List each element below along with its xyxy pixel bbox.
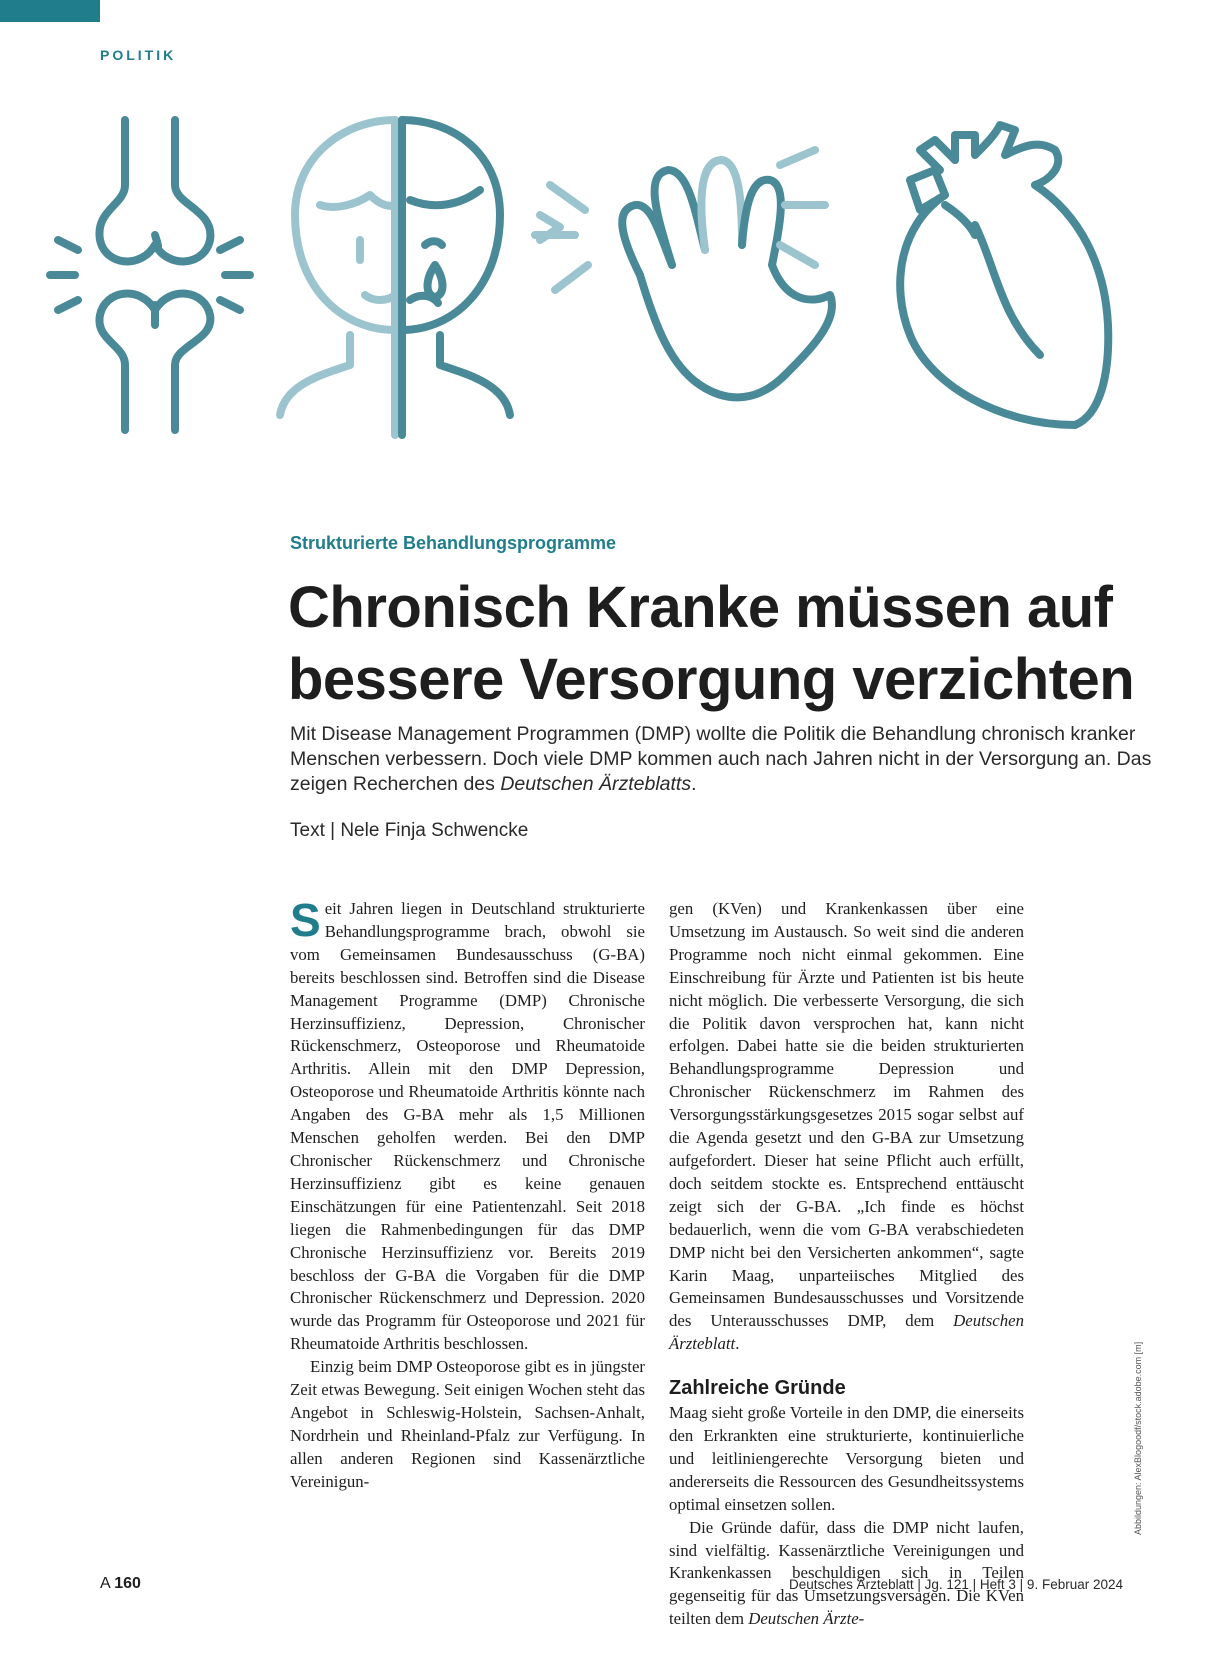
section-subhead: Zahlreiche Gründe [669,1377,846,1400]
knee-joint-icon [50,120,250,430]
body-paragraph: Maag sieht große Vorteile in den DMP, die einerseits den Erkrankten eine strukturierte, kontinuierliche und leitliniengerechte Versorgung bieten und andererseits die Ressourcen des Gesundheitssystems optimal einsetzen sollen. [669,1403,1024,1514]
section-label: POLITIK [100,47,177,63]
article-byline: Text | Nele Finja Schwencke [290,820,529,841]
publication-info: Deutsches Ärzteblatt | Jg. 121 | Heft 3 | 9. Februar 2024 [789,1577,1123,1592]
paragraph-end: . [735,1334,740,1354]
body-column-2 [669,898,1024,1631]
paragraph-text: Die Gründe dafür, dass die DMP nicht laufen, sind vielfältig. Kassenärztliche Vereinigungen und Krankenkassen beschuldigen sich in Teilen gegenseitig für das Umsetzungsversagen. Die KVen teilten dem [669,1517,1024,1629]
body-paragraph: Einzig beim DMP Osteoporose gibt es in jüngster Zeit etwas Bewegung. Seit einigen Wochen steht das Angebot in Schleswig-Holstein, Sachsen-Anhalt, Nordrhein und Rheinland-Pfalz zur Verfügung. In allen anderen Regionen sind Kassenärztliche Vereinigun- [290,1357,645,1491]
aching-hand-icon [535,150,832,397]
page-number-value: 160 [114,1575,141,1592]
body-paragraph [669,1517,1024,1632]
paragraph-text: gen (KVen) und Krankenkassen über eine Umsetzung im Austausch. So weit sind die anderen Programme noch nicht einmal gekommen. Eine Einschreibung für Ärzte und Patienten ist bis heute nicht möglich. Die verbesserte Versorgung, die sich die Politik davon versprochen hat, kann nicht erfolgen. Dabei hatte sie die beiden strukturierten Behandlungsprogramme Depression und Chronischer Rückenschmerz im Rahmen des Versorgungsstärkungsgesetzes 2015 sogar selbst auf die Agenda gesetzt und den G-BA zur Umsetzung aufgefordert. Dieser hat seine Pflicht auch erfüllt, doch seitdem stockte es. Entsprechend enttäuscht zeigt sich der G-BA. „Ich finde es höchst bedauerlich, wenn die vom G-BA verabschiedeten DMP nicht bei den Versicherten ankommen“, sagte Karin Maag, unparteiisches Mitglied des Gemeinsamen Bundesausschusses und Vorsitzende des Unterausschusses DMP, dem [669,899,1024,1331]
body-paragraph [669,898,1024,1356]
page-prefix: A [100,1575,110,1592]
lead-italic: Deutschen Ärzteblatts [500,773,692,795]
page-number [100,1575,141,1593]
image-credit: Abbildungen: AlexBlogoodf/stock.adobe.com [m] [1133,1341,1143,1535]
paragraph-text: eit Jahren liegen in Deutschland strukturierte Behandlungsprogramme brach, obwohl sie vom Gemeinsamen Bundesausschuss (G-BA) bereits beschlossen sind. Betroffen sind die Disease Management Programme (DMP) Chronische Herzinsuffizienz, Depression, Chronischer Rückenschmerz, Osteoporose und Rheumatoide Arthritis. Allein mit den DMP Depression, Osteoporose und Rheumatoide Arthritis könnte nach Angaben des G-BA mehr als 1,5 Millionen Menschen geholfen werden. Bei den DMP Chronischer Rückenschmerz und Chronische Herzinsuffizienz gibt es keine genauen Einschätzungen für eine Patientenzahl. Seit 2018 liegen die Rahmenbedingungen für das DMP Chronische Herzinsuffizienz vor. Bereits 2019 beschloss der G-BA die Vorgaben für die DMP Chronischer Rückenschmerz und Depression. 2020 wurde das Programm für Osteoporose und 2021 für Rheumatoide Arthritis beschlossen. [290,899,645,1354]
drop-cap: S [290,894,321,946]
article-headline [288,572,1188,716]
body-column-1 [290,894,645,1494]
section-tab-bar [0,0,100,22]
crying-face-icon [280,120,510,435]
body-paragraph [290,894,645,1356]
headline-line-1: Chronisch Kranke müssen auf [288,575,1113,640]
article-kicker: Strukturierte Behandlungsprogramme [290,533,617,553]
lead-end: . [691,773,697,795]
paragraph-italic: Deutschen Ärzteblatt [669,1311,1024,1354]
article-lead [290,722,1170,797]
lead-text: Mit Disease Management Programmen (DMP) wollte die Politik die Behandlung chronisch kranker Menschen verbessern. Doch viele DMP kommen auch nach Jahren nicht in der Versorgung an. Das zeigen Recherchen des [290,723,1152,795]
paragraph-italic: Deutschen Ärzte- [748,1609,865,1629]
heart-icon [900,125,1108,425]
headline-line-2: bessere Versorgung verzichten [288,647,1135,712]
illustration-strip [40,115,1170,465]
